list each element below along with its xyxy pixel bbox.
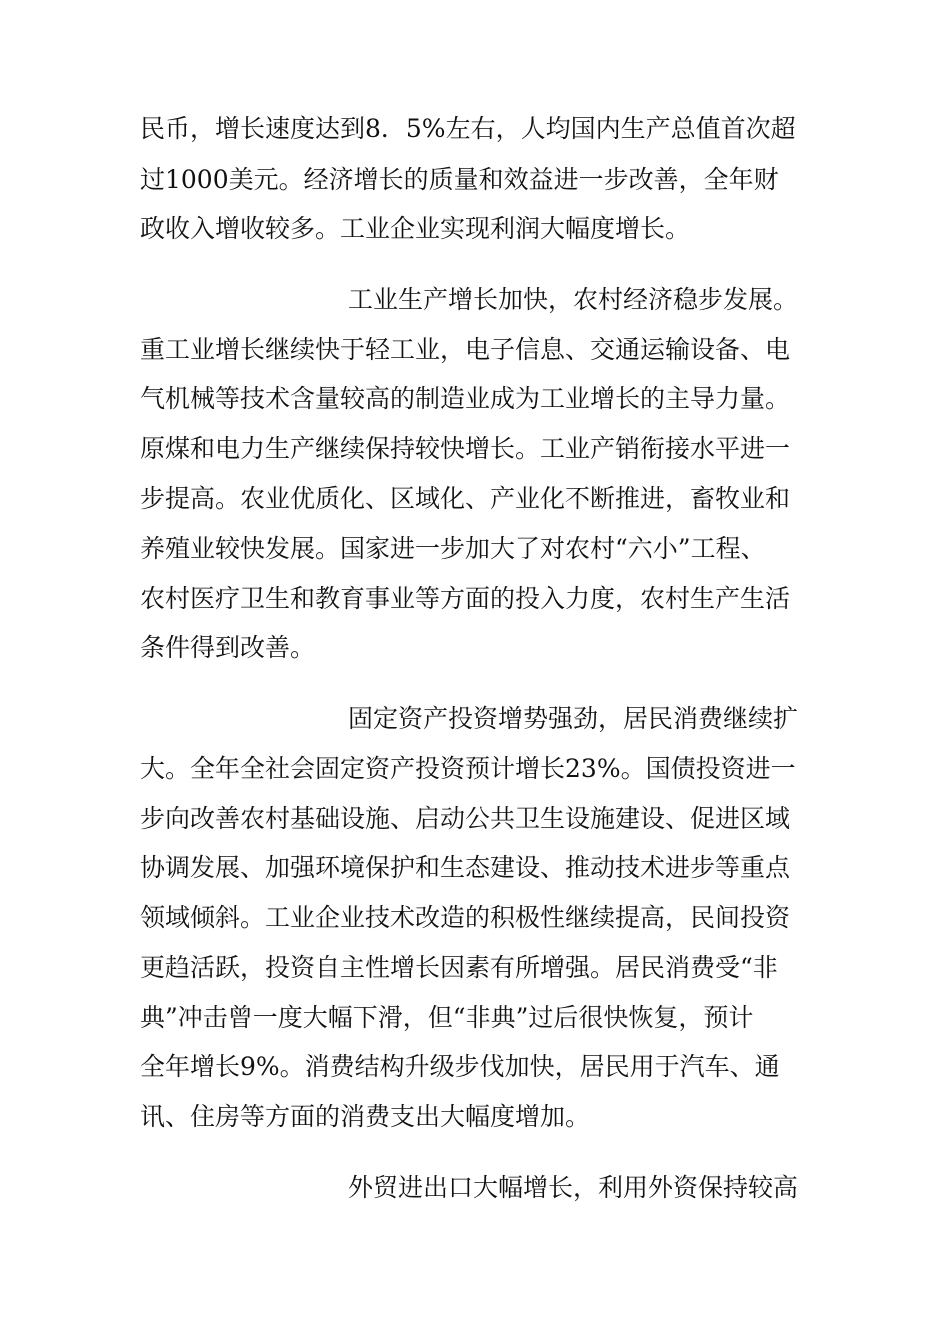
text-line: 步向改善农村基础设施、启动公共卫生设施建设、促进区域 <box>140 804 791 833</box>
text-line: 典”冲击曾一度大幅下滑，但“非典”过后很快恢复，预计 <box>140 1003 754 1032</box>
text-line: 民币，增长速度达到8．5%左右，人均国内生产总值首次超 <box>140 114 796 143</box>
text-line: 农村医疗卫生和教育事业等方面的投入力度，农村生产生活 <box>140 584 791 613</box>
text-line: 气机械等技术含量较高的制造业成为工业增长的主导力量。 <box>140 384 791 413</box>
text-line: 讯、住房等方面的消费支出大幅度增加。 <box>140 1102 591 1131</box>
text-line: 原煤和电力生产继续保持较快增长。工业产销衔接水平进一 <box>140 434 791 463</box>
paragraph-heading-line: 固定资产投资增势强劲，居民消费继续扩 <box>348 704 799 733</box>
text-line: 条件得到改善。 <box>140 633 316 662</box>
paragraph-heading-line: 工业生产增长加快，农村经济稳步发展。 <box>348 285 799 314</box>
text-line: 步提高。农业优质化、区域化、产业化不断推进，畜牧业和 <box>140 484 791 513</box>
paragraph-heading-line: 外贸进出口大幅增长，利用外资保持较高 <box>348 1173 799 1202</box>
text-line: 过1000美元。经济增长的质量和效益进一步改善，全年财 <box>140 165 779 194</box>
text-line: 政收入增收较多。工业企业实现利润大幅度增长。 <box>140 214 691 243</box>
text-line: 大。全年全社会固定资产投资预计增长23%。国债投资进一 <box>140 754 796 783</box>
text-line: 重工业增长继续快于轻工业，电子信息、交通运输设备、电 <box>140 335 791 364</box>
text-line: 协调发展、加强环境保护和生态建设、推动技术进步等重点 <box>140 853 791 882</box>
text-line: 领域倾斜。工业企业技术改造的积极性继续提高，民间投资 <box>140 903 791 932</box>
text-line: 养殖业较快发展。国家进一步加大了对农村“六小”工程、 <box>140 534 766 563</box>
text-line: 更趋活跃，投资自主性增长因素有所增强。居民消费受“非 <box>140 953 778 982</box>
text-line: 全年增长9%。消费结构升级步伐加快，居民用于汽车、通 <box>140 1052 780 1081</box>
